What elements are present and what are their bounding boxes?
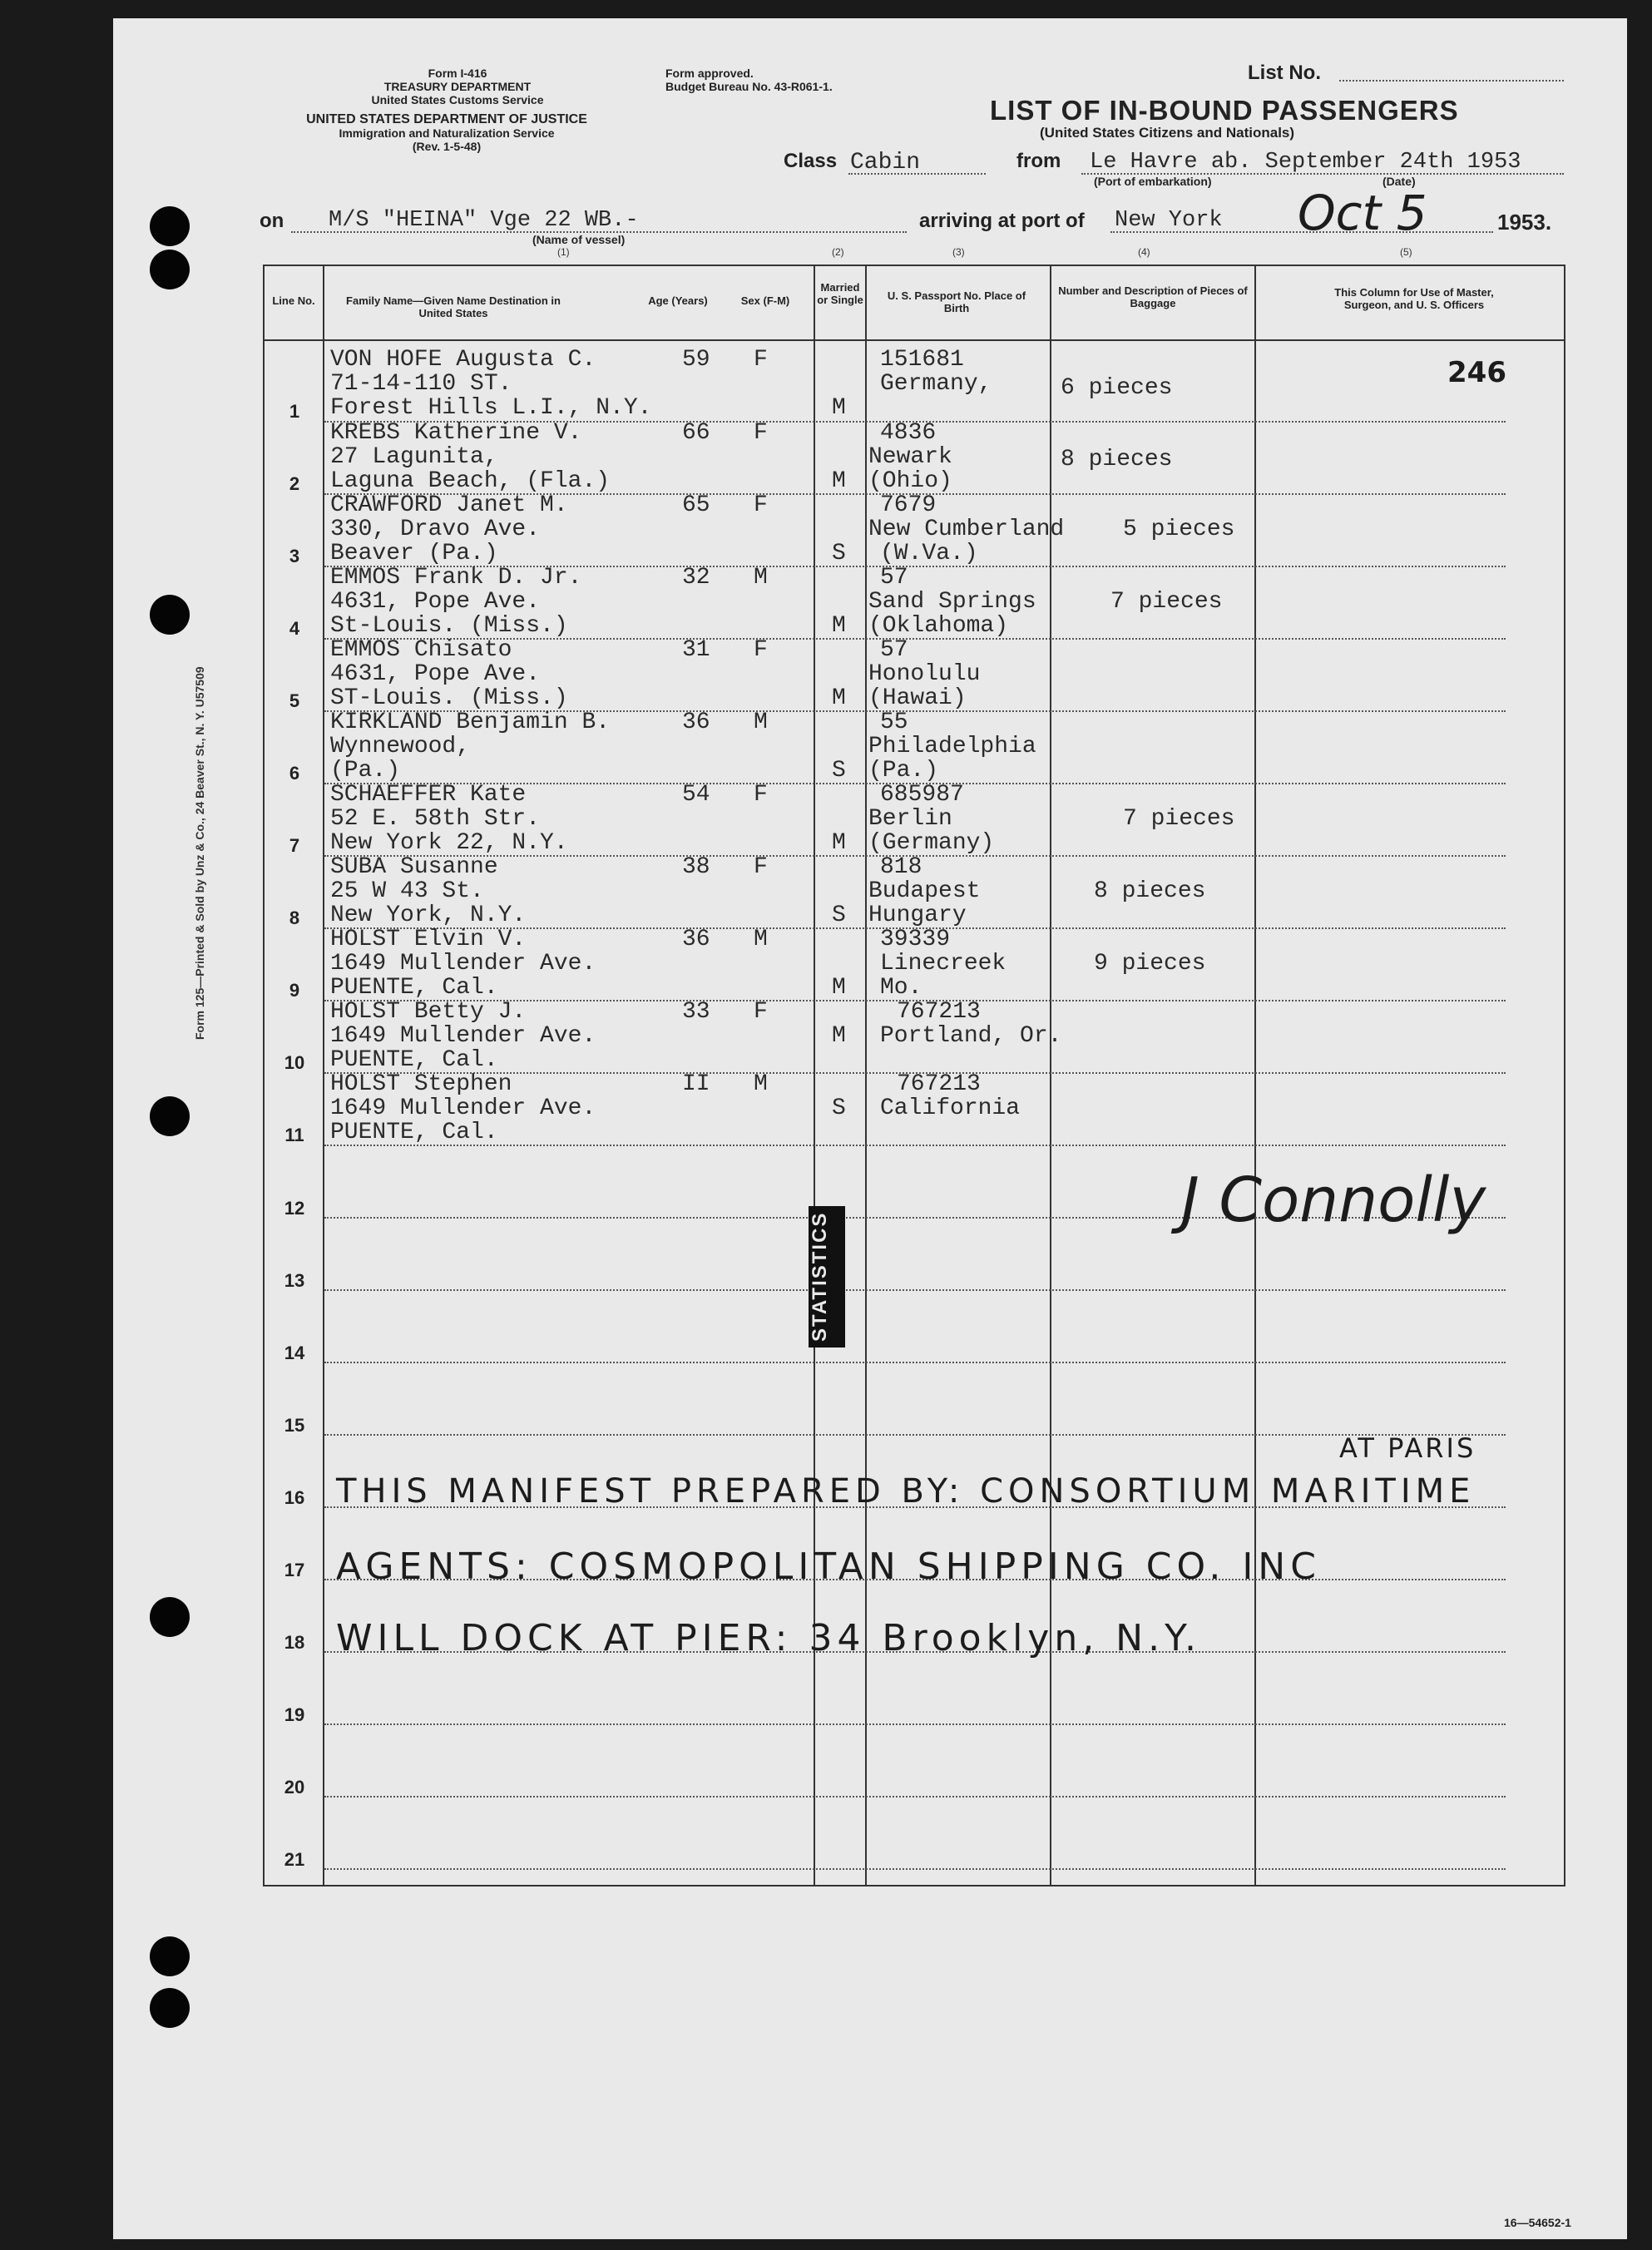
page-subtitle: (United States Citizens and Nationals): [1040, 125, 1295, 141]
handwritten-note-line18: WILL DOCK AT PIER: 34 Brooklyn, N.Y.: [336, 1617, 1202, 1659]
line-number: 20: [284, 1777, 305, 1798]
handwritten-note-paris: AT PARIS: [1339, 1432, 1476, 1464]
on-label: on: [260, 210, 284, 232]
row-rule: [324, 1289, 1506, 1291]
binder-hole: [150, 206, 190, 246]
from-value: Le Havre ab. September 24th 1953: [1090, 150, 1521, 175]
col-rule: [1254, 265, 1256, 1887]
page-title: LIST OF IN-BOUND PASSENGERS: [990, 95, 1459, 126]
line-number: 13: [284, 1270, 305, 1291]
table-top-rule: [263, 265, 1565, 266]
binder-hole: [150, 595, 190, 635]
line-number: 17: [284, 1560, 305, 1580]
col-number-2: (2): [832, 246, 844, 258]
handwritten-note-line17: AGENTS: COSMOPOLITAN SHIPPING CO. INC: [336, 1545, 1321, 1588]
table-bottom-rule: [263, 1885, 1565, 1887]
row-rule: [324, 1434, 1506, 1436]
class-value: Cabin: [850, 150, 921, 176]
class-underline: [848, 173, 986, 175]
form-approval: Form approved. Budget Bureau No. 43-R061-1.: [665, 67, 833, 93]
table-header-rule: [263, 339, 1565, 341]
officer-number: 246: [1447, 356, 1506, 389]
row-rule: [324, 1362, 1506, 1363]
handwritten-note-line16: THIS MANIFEST PREPARED BY: CONSORTIUM MARITIME: [336, 1472, 1476, 1511]
col-number-1: (1): [557, 246, 570, 258]
list-no-field: [1339, 80, 1564, 82]
binder-hole: [150, 1597, 190, 1637]
col-header-sex: Sex (F-M): [740, 294, 790, 307]
footer-code: 16—54652-1: [1504, 2216, 1571, 2229]
arriving-label: arriving at port of: [919, 210, 1085, 232]
line-number: 19: [284, 1704, 305, 1725]
form-number-block: Form I-416 TREASURY DEPARTMENT United States Customs Service: [371, 67, 544, 106]
port-value: New York: [1115, 208, 1223, 233]
binder-hole: [150, 1096, 190, 1136]
arrival-year: 1953.: [1497, 210, 1552, 235]
row-rule: [324, 1145, 1506, 1146]
vessel-caption: (Name of vessel): [532, 233, 626, 246]
col-rule: [1564, 265, 1565, 1887]
binder-hole: [150, 1936, 190, 1976]
from-label: from: [1016, 150, 1061, 172]
col-header-married: Married or Single: [817, 281, 863, 306]
col-header-age: Age (Years): [648, 294, 708, 307]
officer-signature: J Connolly: [1181, 1165, 1486, 1236]
line-number: 15: [284, 1415, 305, 1436]
statistics-stamp: STATISTICS: [809, 1206, 845, 1348]
date-caption: (Date): [1382, 175, 1416, 188]
justice-dept-block: UNITED STATES DEPARTMENT OF JUSTICE Immigration and Naturalization Service (Rev. 1-5-48): [306, 112, 587, 153]
line-number: 12: [284, 1198, 305, 1219]
printer-imprint: Form 125—Printed & Sold by Unz & Co., 24 Beaver St., N. Y. U57509: [193, 666, 206, 1040]
col-number-3: (3): [952, 246, 965, 258]
list-no-label: List No.: [1248, 62, 1321, 84]
line-number: 16: [284, 1487, 305, 1508]
binder-hole: [150, 250, 190, 289]
vessel-value: M/S "HEINA" Vge 22 WB.-: [329, 208, 639, 233]
col-rule: [323, 265, 324, 1887]
binder-hole: [150, 1988, 190, 2028]
arrival-date-handwritten: Oct 5: [1298, 185, 1427, 241]
col-header-officers: This Column for Use of Master, Surgeon, and U. S. Officers: [1334, 286, 1494, 311]
line-number: 21: [284, 1849, 305, 1870]
row-rule: [324, 1868, 1506, 1870]
row-rule: [324, 1796, 1506, 1798]
class-label: Class: [784, 150, 838, 172]
embark-caption: (Port of embarkation): [1094, 175, 1212, 188]
col-number-5: (5): [1400, 246, 1412, 258]
line-number: 14: [284, 1343, 305, 1363]
col-header-baggage: Number and Description of Pieces of Baggage: [1058, 284, 1248, 309]
col-rule: [263, 265, 265, 1887]
line-number: 18: [284, 1632, 305, 1653]
col-number-4: (4): [1138, 246, 1150, 258]
col-header-line: Line No.: [272, 294, 315, 307]
col-header-passport: U. S. Passport No. Place of Birth: [887, 289, 1026, 314]
row-rule: [324, 1723, 1506, 1725]
col-header-name: Family Name—Given Name Destination in United States: [346, 294, 561, 319]
